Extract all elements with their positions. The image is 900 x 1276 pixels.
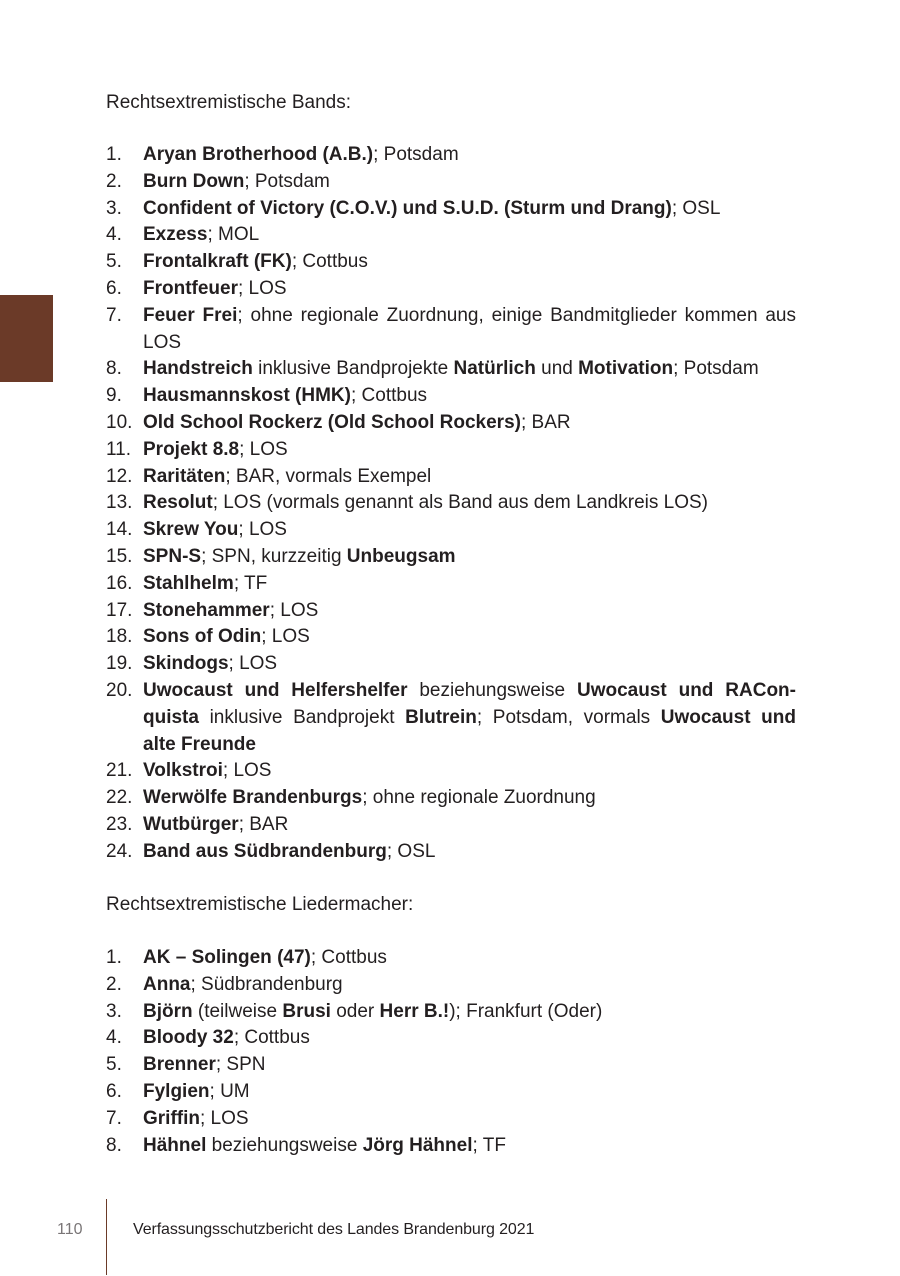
bands-heading: Rechtsextremistische Bands: — [106, 92, 351, 113]
list-item-name: Hausmannskost (HMK) — [143, 385, 351, 407]
list-item-detail: oder — [330, 1000, 380, 1022]
list-item-name: Bloody 32 — [143, 1027, 234, 1049]
list-item-text — [143, 785, 796, 812]
list-item-text — [143, 383, 796, 410]
list-item — [106, 651, 796, 678]
list-item-text — [143, 356, 796, 383]
list-item — [106, 303, 796, 357]
list-item-detail: ; MOL — [207, 224, 260, 246]
list-item — [106, 276, 796, 303]
list-item-text — [143, 169, 796, 196]
list-item-number: 3. — [106, 1000, 122, 1022]
list-item — [106, 383, 796, 410]
list-item-detail: inklusive Bandprojekt — [198, 706, 406, 728]
list-item-name: Skrew You — [143, 519, 239, 541]
list-item-name: Natürlich — [453, 358, 536, 380]
list-item-name: Fylgien — [143, 1080, 210, 1102]
list-item-detail: ; LOS — [228, 653, 278, 675]
list-item — [106, 598, 796, 625]
list-item-number: 21. — [106, 760, 133, 782]
list-item-text — [143, 437, 796, 464]
list-item — [106, 812, 796, 839]
list-item-name: Sons of Odin — [143, 626, 262, 648]
list-item-name: Stahlhelm — [143, 572, 234, 594]
list-item — [106, 1079, 796, 1106]
list-item — [106, 464, 796, 491]
list-item-text — [143, 758, 796, 785]
list-item-text — [143, 490, 796, 517]
list-item-number: 11. — [106, 438, 132, 460]
list-item-detail: ; SPN, kurzzeitig — [201, 545, 347, 567]
list-item — [106, 222, 796, 249]
list-item-name: AK – Solingen (47) — [143, 947, 311, 968]
list-item-detail: ; UM — [209, 1080, 250, 1102]
list-item-text — [143, 1106, 796, 1133]
list-item-detail: und — [535, 358, 579, 380]
list-item-number: 12. — [106, 465, 133, 487]
list-item-text — [143, 1079, 796, 1106]
list-item — [106, 839, 796, 866]
list-item-name: SPN-S — [143, 545, 202, 567]
list-item-detail: ; LOS — [239, 438, 288, 460]
list-item-number: 2. — [106, 170, 122, 192]
list-item-number: 24. — [106, 840, 133, 862]
list-item-number: 23. — [106, 813, 133, 835]
list-item-number: 8. — [106, 1134, 122, 1156]
list-item-detail: inklusive Bandprojekte — [252, 358, 454, 380]
list-item-name: Exzess — [143, 224, 208, 246]
list-item-number: 14. — [106, 519, 133, 541]
footer-title: Verfassungsschutzbericht des Landes Brandenburg 2021 — [133, 1221, 535, 1238]
list-item-detail: ; BAR, vormals Exempel — [225, 465, 432, 487]
list-item-detail: beziehungsweise — [407, 679, 577, 701]
list-item-text — [143, 276, 796, 303]
list-item-text — [143, 464, 796, 491]
list-item — [106, 999, 796, 1026]
list-item — [106, 142, 796, 169]
list-item-name: Raritäten — [143, 465, 226, 487]
list-item-name: Motivation — [578, 358, 674, 380]
footer-divider — [106, 1199, 107, 1275]
list-item-number: 5. — [106, 1054, 122, 1076]
list-item-name: Aryan Brotherhood (A.B.) — [143, 144, 374, 165]
list-item-text — [143, 1133, 796, 1160]
list-item-text — [143, 945, 796, 972]
list-item-name: Griffin — [143, 1107, 200, 1129]
list-item-name: Frontalkraft (FK) — [143, 251, 292, 273]
list-item-number: 20. — [106, 679, 133, 701]
list-item-name: Handstreich — [143, 358, 253, 380]
list-item-detail: ; BAR — [238, 813, 289, 835]
list-item-number: 6. — [106, 1080, 122, 1102]
list-item — [106, 249, 796, 276]
list-item-detail: ; Potsdam, vormals — [476, 706, 661, 728]
list-item-number: 2. — [106, 973, 122, 995]
list-item-name: Brusi — [282, 1000, 331, 1022]
list-item — [106, 1025, 796, 1052]
list-item-name: Projekt 8.8 — [143, 438, 240, 460]
list-item-name: Uwocaust und alte Freunde — [143, 706, 796, 755]
list-item-text — [143, 571, 796, 598]
list-item — [106, 1106, 796, 1133]
list-item-detail: ; BAR — [520, 411, 571, 433]
list-item-name: Unbeugsam — [346, 545, 456, 567]
list-item — [106, 785, 796, 812]
list-item-name: Anna — [143, 973, 191, 995]
list-item-detail: ; Cottbus — [233, 1027, 310, 1049]
list-item-text — [143, 222, 796, 249]
list-item-detail: ; LOS — [261, 626, 310, 648]
list-item-name: Jörg Hähnel — [362, 1134, 473, 1156]
list-item-text — [143, 142, 796, 169]
list-item-number: 4. — [106, 224, 122, 246]
list-item-name: Herr B.! — [379, 1000, 450, 1022]
list-item-detail: ; LOS (vormals genannt als Band aus dem Landkreis LOS) — [212, 492, 708, 514]
list-item-text — [143, 812, 796, 839]
chapter-side-tab — [0, 295, 53, 382]
list-item-number: 1. — [106, 947, 122, 968]
list-item-text — [143, 410, 796, 437]
list-item-text — [143, 999, 796, 1026]
list-item-name: Brenner — [143, 1054, 216, 1076]
list-item-text — [143, 1025, 796, 1052]
list-item-number: 13. — [106, 492, 133, 514]
list-item-text — [143, 544, 796, 571]
list-item — [106, 410, 796, 437]
list-item-detail: ; Cottbus — [350, 385, 428, 407]
list-item-name: Blutrein — [405, 706, 477, 728]
list-item-name: Volkstroi — [143, 760, 223, 782]
list-item — [106, 544, 796, 571]
list-item-text — [143, 517, 796, 544]
list-item-name: Resolut — [143, 492, 213, 514]
list-item-number: 6. — [106, 277, 122, 299]
list-item-number: 1. — [106, 144, 122, 165]
list-item-name: Hähnel — [143, 1134, 207, 1156]
list-item-name: Burn Down — [143, 170, 245, 192]
list-item-detail: ; Cottbus — [310, 947, 387, 968]
list-item-detail: ; LOS — [222, 760, 272, 782]
list-item — [106, 437, 796, 464]
list-item-text — [143, 598, 796, 625]
list-item-detail: beziehungsweise — [206, 1134, 363, 1156]
list-item-name: Confident of Victory (C.O.V.) und S.U.D. (Sturm und Drang) — [143, 197, 672, 219]
list-item-text — [143, 624, 796, 651]
list-item-detail: ; OSL — [386, 840, 436, 862]
list-item-name: Skindogs — [143, 653, 229, 675]
list-item-detail: ; Südbrandenburg — [190, 973, 343, 995]
list-item-number: 9. — [106, 385, 122, 407]
list-item-detail: ; LOS — [238, 277, 287, 299]
list-item — [106, 571, 796, 598]
list-item-number: 3. — [106, 197, 122, 219]
list-item-detail: ; TF — [233, 572, 268, 594]
list-item-number: 5. — [106, 251, 122, 273]
list-item — [106, 517, 796, 544]
songwriters-heading: Rechtsextremistische Liedermacher: — [106, 894, 414, 915]
list-item-number: 4. — [106, 1027, 122, 1049]
list-item — [106, 945, 796, 972]
list-item-text — [143, 1052, 796, 1079]
list-item-detail: ; Potsdam — [244, 170, 330, 192]
list-item — [106, 972, 796, 999]
list-item — [106, 356, 796, 383]
list-item-text — [143, 972, 796, 999]
list-item-text — [143, 651, 796, 678]
list-item-detail: ; TF — [472, 1134, 506, 1156]
list-item-text — [143, 249, 796, 276]
bands-list — [106, 142, 796, 866]
list-item-number: 22. — [106, 787, 133, 809]
list-item — [106, 169, 796, 196]
list-item-name: Feuer Frei — [143, 304, 238, 326]
list-item-text — [143, 678, 796, 758]
list-item-name: Frontfeuer — [143, 277, 238, 299]
list-item-name: Band aus Südbrandenburg — [143, 840, 387, 862]
list-item — [106, 624, 796, 651]
list-item-number: 10. — [106, 411, 133, 433]
list-item-number: 15. — [106, 545, 133, 567]
list-item-text — [143, 196, 796, 223]
list-item-text — [143, 303, 796, 357]
list-item-detail: ; LOS — [269, 599, 319, 621]
list-item — [106, 758, 796, 785]
list-item-number: 7. — [106, 1107, 122, 1129]
list-item-number: 17. — [106, 599, 133, 621]
list-item-detail: ; Potsdam — [373, 144, 459, 165]
list-item-name: Werwölfe Brandenburgs — [143, 787, 363, 809]
list-item — [106, 1133, 796, 1160]
list-item-name: Uwocaust und RAConquista — [143, 679, 796, 728]
list-item-detail: ; OSL — [671, 197, 721, 219]
list-item — [106, 196, 796, 223]
list-item — [106, 678, 796, 758]
list-item-number: 16. — [106, 572, 133, 594]
list-item-number: 7. — [106, 304, 122, 326]
list-item-name: Uwocaust und Helfershelfer — [143, 679, 408, 701]
list-item-name: Stonehammer — [143, 599, 270, 621]
list-item-detail: ; ohne regionale Zuordnung, einige Bandmitglieder kommen aus LOS — [143, 304, 796, 353]
list-item-detail: ; ohne regionale Zuordnung — [362, 787, 596, 809]
list-item-detail: ); Frankfurt (Oder) — [449, 1000, 603, 1022]
list-item-detail: ; Potsdam — [673, 358, 759, 380]
list-item-text — [143, 839, 796, 866]
list-item-name: Wutbürger — [143, 813, 239, 835]
page-number: 110 — [57, 1221, 83, 1238]
list-item — [106, 490, 796, 517]
list-item-detail: ; LOS — [238, 519, 287, 541]
songwriters-list — [106, 945, 796, 1159]
list-item-name: Old School Rockerz (Old School Rockers) — [143, 411, 521, 433]
list-item-name: Björn — [143, 1000, 193, 1022]
list-item-number: 19. — [106, 653, 133, 675]
list-item-number: 18. — [106, 626, 133, 648]
list-item-number: 8. — [106, 358, 122, 380]
list-item-detail: ; LOS — [200, 1107, 249, 1129]
list-item — [106, 1052, 796, 1079]
list-item-detail: ; SPN — [215, 1054, 266, 1076]
list-item-detail: (teilweise — [192, 1000, 283, 1022]
list-item-detail: ; Cottbus — [291, 251, 368, 273]
